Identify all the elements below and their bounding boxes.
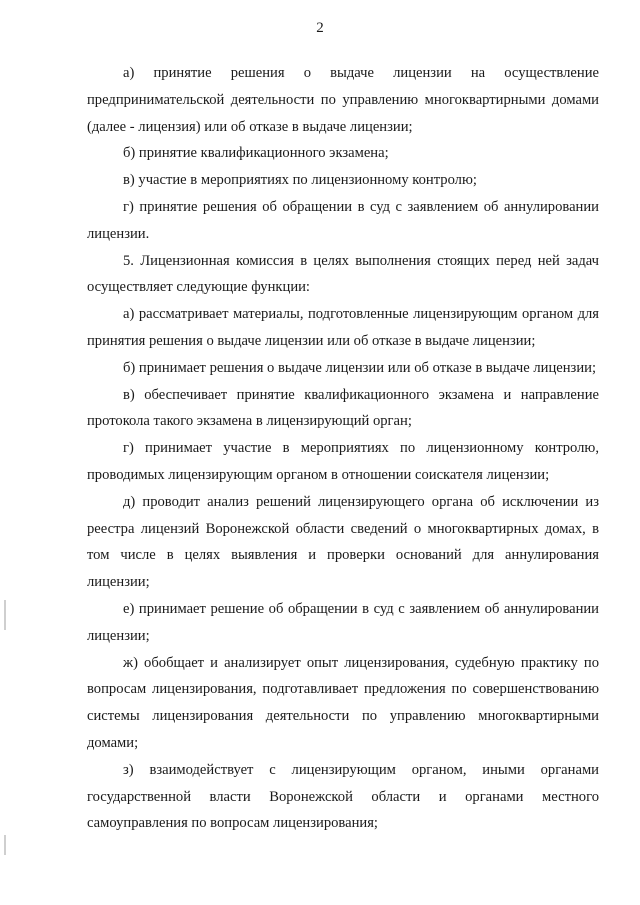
paragraph-function-d: д) проводит анализ решений лицензирующего органа об исключении из реестра лицензий Воронежской области сведений о многоквартирных домах, в том числе в целях выявления и проверки оснований для аннулирования лицензии;: [87, 493, 599, 591]
paragraph-function-g: г) принимает участие в мероприятиях по лицензионному контролю, проводимых лицензирующим органом в отношении соискателя лицензии;: [87, 440, 599, 483]
paragraph-function-e: е) принимает решение об обращении в суд с заявлением об аннулировании лицензии;: [87, 600, 599, 644]
paragraph-function-a: а) рассматривает материалы, подготовленные лицензирующим органом для принятия решения о выдаче лицензии или об отказе в выдаче лицензии;: [87, 306, 599, 349]
page-number: 2: [316, 20, 324, 36]
paragraph-item-a-decision: а) принятие решения о выдаче лицензии на осуществление предпринимательской деятельности по управлению многоквартирными домами (далее - лицензия) или об отказе в выдаче лицензии;: [87, 65, 599, 135]
paragraph-function-zh: ж) обобщает и анализирует опыт лицензирования, судебную практику по вопросам лицензирования, подготавливает предложения по совершенствованию системы лицензирования деятельности по управлению многоквартирными домами;: [87, 654, 599, 751]
paragraph-function-b: б) принимает решения о выдаче лицензии или об отказе в выдаче лицензии;: [123, 359, 596, 376]
paragraph-item-g-court: г) принятие решения об обращении в суд с заявлением об аннулировании лицензии.: [87, 198, 599, 242]
paragraph-item-v-control: в) участие в мероприятиях по лицензионному контролю;: [123, 172, 477, 189]
paragraph-item-b-exam: б) принятие квалификационного экзамена;: [123, 145, 389, 162]
scan-margin-mark: [4, 835, 6, 855]
scan-margin-mark: [4, 600, 6, 630]
paragraph-section-5: 5. Лицензионная комиссия в целях выполнения стоящих перед ней задач осуществляет следующие функции:: [87, 252, 599, 296]
paragraph-function-v: в) обеспечивает принятие квалификационного экзамена и направление протокола такого экзамена в лицензирующий орган;: [87, 386, 599, 430]
document-body: [87, 60, 599, 837]
paragraph-function-z: з) взаимодействует с лицензирующим органом, иными органами государственной власти Воронежской области и органами местного самоуправления по вопросам лицензирования;: [87, 761, 599, 832]
